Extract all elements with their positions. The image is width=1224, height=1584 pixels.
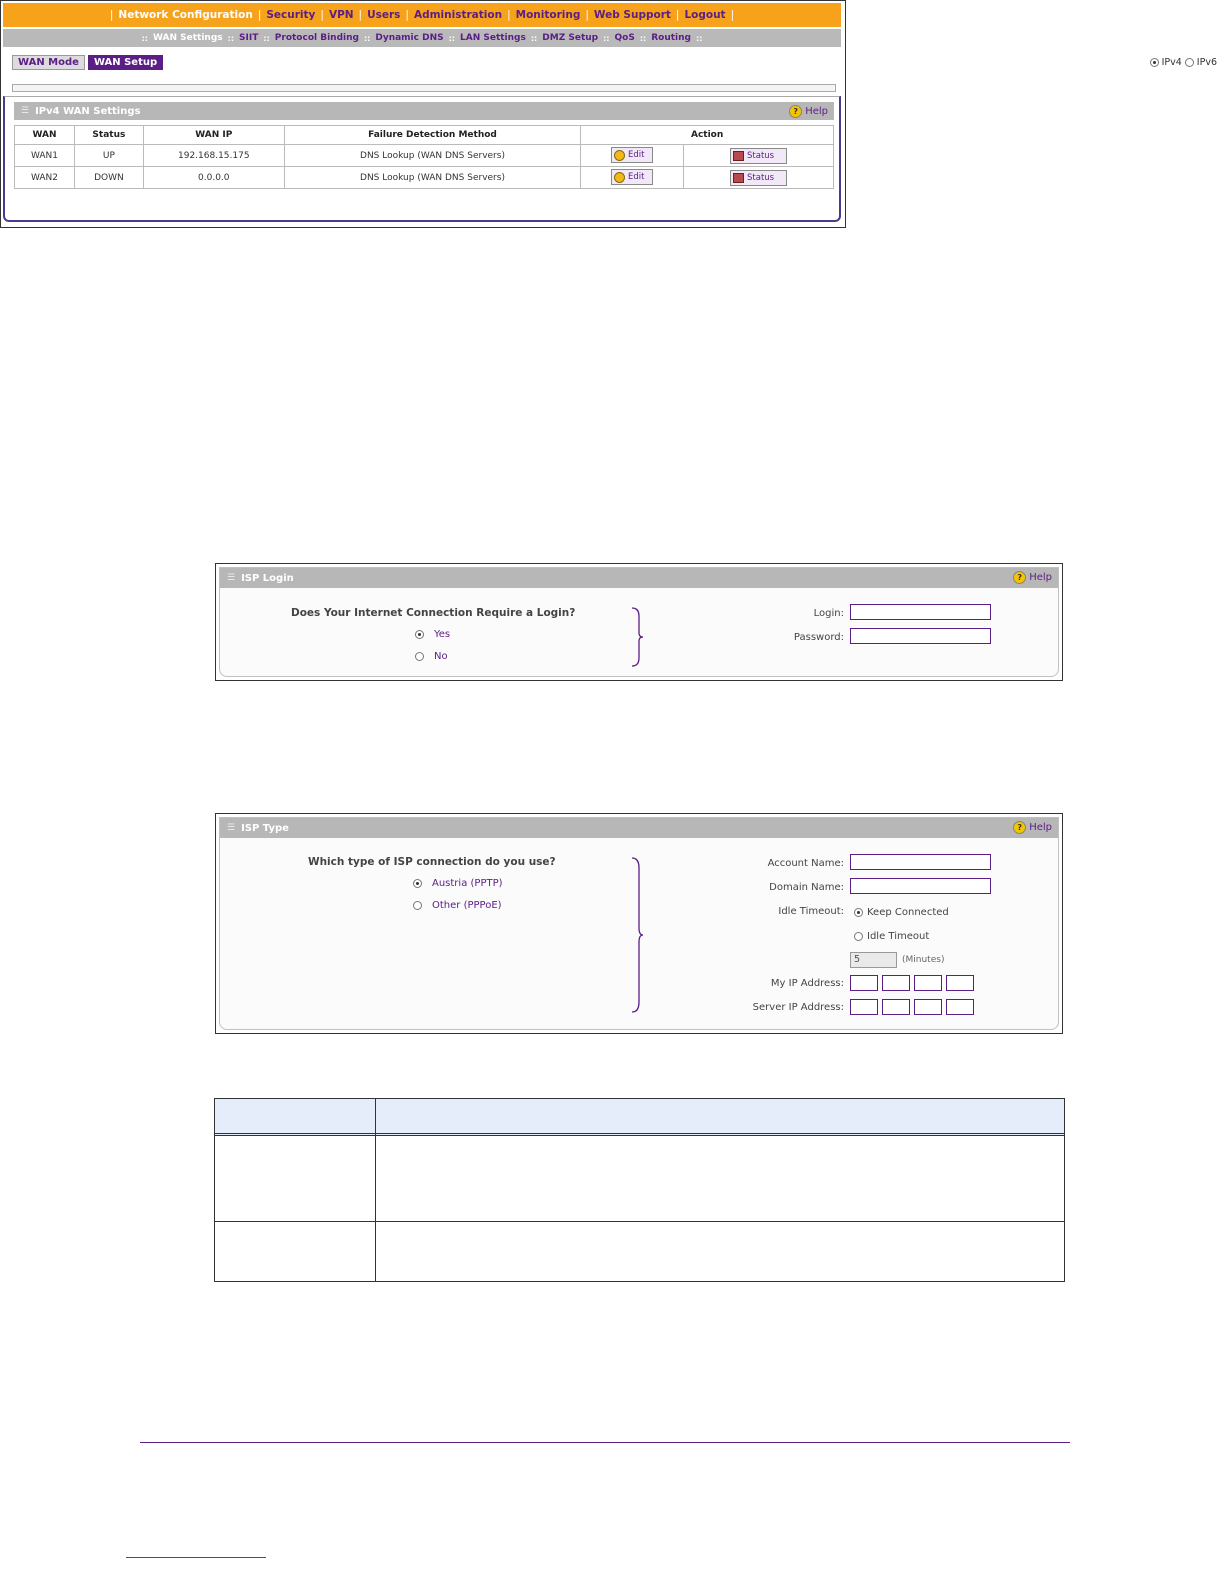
table-row <box>15 145 834 167</box>
ipv4-label: IPv4 <box>1161 57 1182 68</box>
password-input[interactable] <box>850 628 991 644</box>
option-no[interactable] <box>415 651 448 662</box>
help-icon: ? <box>1013 821 1026 834</box>
domain-name-label: Domain Name: <box>769 882 844 893</box>
brace-divider <box>630 606 644 668</box>
footer-link-underline <box>126 1557 266 1558</box>
status-button[interactable] <box>730 148 787 164</box>
ipv4-radio[interactable] <box>1150 58 1159 67</box>
table-header <box>215 1099 1064 1136</box>
col-failure-detection: Failure Detection Method <box>284 126 581 145</box>
row-divider <box>215 1221 1064 1222</box>
row-method: DNS Lookup (WAN DNS Servers) <box>284 167 581 189</box>
edit-icon <box>614 172 625 183</box>
wan-setup-screenshot <box>0 0 1217 228</box>
status-label: Status <box>747 172 775 183</box>
panel-header <box>14 102 834 120</box>
ipv4-wan-settings-panel <box>3 96 841 222</box>
help-label: Help <box>1029 572 1052 583</box>
my-ip-octet-4[interactable] <box>946 975 974 991</box>
edit-label: Edit <box>627 172 645 183</box>
subnav-dmz-setup[interactable]: DMZ Setup <box>542 33 599 43</box>
server-ip-octet-2[interactable] <box>882 999 910 1015</box>
row-method: DNS Lookup (WAN DNS Servers) <box>284 145 581 167</box>
message-bar <box>12 84 836 92</box>
isp-login-title: ISP Login <box>241 572 294 584</box>
subnav-siit[interactable]: SIIT <box>239 33 259 43</box>
isp-type-title: ISP Type <box>241 822 289 834</box>
footer-rule <box>140 1442 1070 1443</box>
row-status: DOWN <box>74 167 143 189</box>
ipv6-label: IPv6 <box>1196 57 1217 68</box>
nav-web-support[interactable]: Web Support <box>593 9 671 21</box>
nav-security[interactable]: Security <box>266 9 316 21</box>
settings-description-table <box>214 1098 1065 1282</box>
yes-radio[interactable] <box>415 630 424 639</box>
my-ip-label: My IP Address: <box>770 978 844 989</box>
idle-timeout-radio[interactable] <box>854 932 863 941</box>
idle-timeout-option-label: Idle Timeout <box>867 931 930 942</box>
row-wan: WAN1 <box>15 145 75 167</box>
edit-button[interactable] <box>611 169 653 185</box>
row-ip: 0.0.0.0 <box>143 167 284 189</box>
subnav-qos[interactable]: QoS <box>614 33 635 43</box>
menu-icon: ☰ <box>227 573 236 583</box>
keep-connected-label: Keep Connected <box>867 907 949 918</box>
domain-name-input[interactable] <box>850 878 991 894</box>
help-link[interactable] <box>1013 571 1052 584</box>
nav-users[interactable]: Users <box>367 9 401 21</box>
option-austria-pptp[interactable] <box>413 878 503 889</box>
yes-label: Yes <box>434 629 451 640</box>
subnav-wan-settings[interactable]: WAN Settings <box>153 33 223 43</box>
help-link[interactable] <box>1013 821 1052 834</box>
menu-icon: ☰ <box>227 823 236 833</box>
idle-timeout-label: Idle Timeout: <box>778 906 844 917</box>
minutes-unit: (Minutes) <box>902 955 945 965</box>
column-divider <box>375 1099 376 1281</box>
my-ip-octet-3[interactable] <box>914 975 942 991</box>
row-status: UP <box>74 145 143 167</box>
status-button[interactable] <box>730 170 787 186</box>
other-label: Other (PPPoE) <box>432 900 502 911</box>
edit-label: Edit <box>627 150 645 161</box>
help-label: Help <box>1029 822 1052 833</box>
isp-login-screenshot <box>215 563 1063 681</box>
login-question: Does Your Internet Connection Require a Login? <box>291 607 576 619</box>
austria-radio[interactable] <box>413 879 422 888</box>
nav-monitoring[interactable]: Monitoring <box>515 9 581 21</box>
password-label: Password: <box>793 632 844 643</box>
ip-version-selector <box>1150 57 1217 68</box>
status-label: Status <box>747 150 775 161</box>
status-icon <box>733 151 744 161</box>
isp-type-panel <box>219 817 1059 1030</box>
login-label: Login: <box>813 608 844 619</box>
server-ip-label: Server IP Address: <box>752 1002 844 1013</box>
austria-label: Austria (PPTP) <box>432 878 503 889</box>
no-label: No <box>434 651 448 662</box>
server-ip-octet-3[interactable] <box>914 999 942 1015</box>
edit-icon <box>614 150 625 161</box>
isp-type-question: Which type of ISP connection do you use? <box>308 856 556 868</box>
account-name-label: Account Name: <box>767 858 844 869</box>
brace-divider <box>630 856 644 1014</box>
server-ip-octet-4[interactable] <box>946 999 974 1015</box>
row-wan: WAN2 <box>15 167 75 189</box>
option-keep-connected[interactable] <box>854 907 949 918</box>
tab-wan-setup[interactable]: WAN Setup <box>88 55 163 70</box>
option-idle-timeout[interactable] <box>854 931 929 942</box>
isp-login-panel <box>219 567 1059 677</box>
status-icon <box>733 173 744 183</box>
help-label: Help <box>805 106 828 117</box>
col-wan: WAN <box>15 126 75 145</box>
my-ip-octet-1[interactable] <box>850 975 878 991</box>
keep-connected-radio[interactable] <box>854 908 863 917</box>
subnav-routing[interactable]: Routing <box>651 33 691 43</box>
subnav-dynamic-dns[interactable]: Dynamic DNS <box>375 33 444 43</box>
my-ip-octet-2[interactable] <box>882 975 910 991</box>
subnav-lan-settings[interactable]: LAN Settings <box>460 33 526 43</box>
ipv6-radio[interactable] <box>1185 58 1194 67</box>
nav-vpn[interactable]: VPN <box>328 9 354 21</box>
option-yes[interactable] <box>415 629 450 640</box>
isp-login-header <box>220 568 1058 588</box>
nav-network-configuration[interactable]: Network Configuration <box>118 9 253 21</box>
row-ip: 192.168.15.175 <box>143 145 284 167</box>
col-wan-ip: WAN IP <box>143 126 284 145</box>
top-navigation: | Network Configuration | Security | VPN | Users | Administration | Monitoring | Web Support | Logout | <box>3 3 841 27</box>
edit-button[interactable] <box>611 147 653 163</box>
isp-type-header <box>220 818 1058 838</box>
other-radio[interactable] <box>413 901 422 910</box>
sub-navigation: :: WAN Settings :: SIIT :: Protocol Binding :: Dynamic DNS :: LAN Settings :: DMZ Setup :: QoS :: Routing :: <box>3 29 841 47</box>
option-other-pppoe[interactable] <box>413 900 502 911</box>
col-status: Status <box>74 126 143 145</box>
menu-icon: ☰ <box>21 106 30 116</box>
subnav-protocol-binding[interactable]: Protocol Binding <box>274 33 359 43</box>
wan-table <box>14 125 834 189</box>
nav-logout[interactable]: Logout <box>684 9 726 21</box>
help-icon: ? <box>789 105 802 118</box>
nav-administration[interactable]: Administration <box>413 9 503 21</box>
page-tabs <box>12 55 163 70</box>
col-action: Action <box>581 126 834 145</box>
no-radio[interactable] <box>415 652 424 661</box>
login-input[interactable] <box>850 604 991 620</box>
table-row <box>15 167 834 189</box>
minutes-input[interactable]: 5 <box>850 952 897 968</box>
help-link[interactable] <box>789 105 828 118</box>
server-ip-octet-1[interactable] <box>850 999 878 1015</box>
panel-title: IPv4 WAN Settings <box>35 105 141 117</box>
help-icon: ? <box>1013 571 1026 584</box>
account-name-input[interactable] <box>850 854 991 870</box>
tab-wan-mode[interactable]: WAN Mode <box>12 55 85 70</box>
isp-type-screenshot <box>215 813 1063 1034</box>
